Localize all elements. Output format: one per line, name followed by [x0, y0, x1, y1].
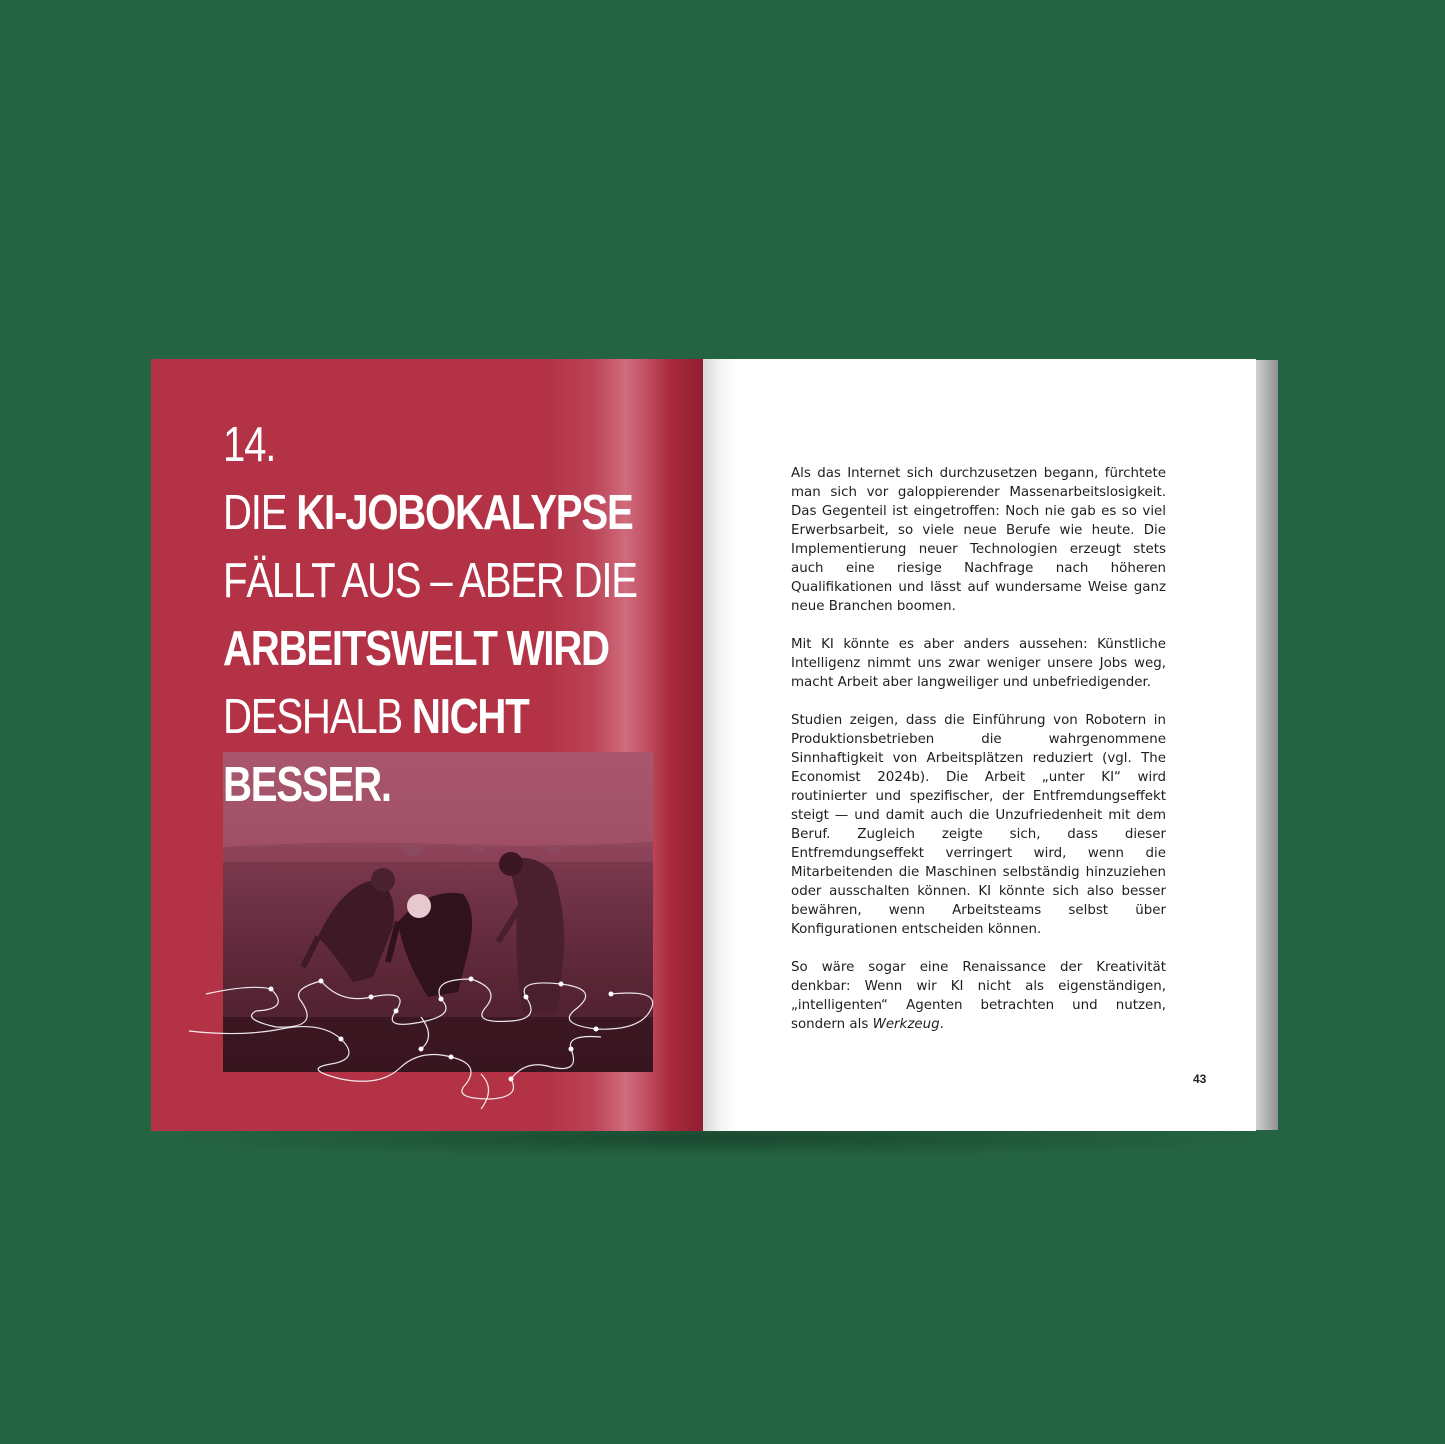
chapter-number: 14. [223, 418, 276, 472]
body-text [791, 464, 1166, 1053]
left-page [151, 359, 703, 1131]
paragraph-1: Als das Internet sich durchzusetzen begann, fürchtete man sich vor galoppierender Massenarbeitslosigkeit. Das Gegenteil ist eingetroffen: Noch nie gab es so viel Erwerbsarbeit, so viele neue Berufe wie heute. Die Implementierung neuer Technologien erzeugt stets auch eine riesige Nachfrage nach höheren Qualifikationen und lässt auf wundersame Weise ganz neue Branchen boomen. [791, 466, 1166, 614]
emphasis-werkzeug: Werkzeug [872, 1017, 940, 1032]
headline-line-1: DIE KI-JOBOKALYPSE [223, 486, 633, 540]
headline-line-4: DESHALB NICHT [223, 690, 529, 744]
paragraph-3: Studien zeigen, dass die Einführung von Robotern in Produktionsbetrieben die wahrgenommene Sinnhaftigkeit von Arbeitsplätzen reduziert (vgl. The Economist 2024b). Die Arbeit „unter KI“ wird routinierter und spezifischer, der Entfremdungseffekt steigt — und damit auch die Unzufriedenheit mit dem Beruf. Zugleich zeigte sich, dass dieser Entfremdungseffekt verringert wird, wenn die Mitarbeitenden die Maschinen selbständig hinzuziehen oder ausschalten können. KI könnte sich also besser bewähren, wenn Arbeitsteams selbst über Konfigurationen entscheiden können. [791, 713, 1166, 937]
page-number: 43 [1193, 1072, 1207, 1086]
headline-line-2: FÄLLT AUS – ABER DIE [223, 554, 637, 608]
headline-line-3: ARBEITSWELT WIRD [223, 622, 609, 676]
doodle-lines [181, 949, 681, 1109]
chapter-headline [223, 411, 637, 819]
paragraph-4: So wäre sogar eine Renaissance der Kreativität denkbar: Wenn wir KI nicht als eigenständigen, „intelligenten“ Agenten betrachten und nutzen, sondern als Werkzeug. [791, 960, 1166, 1032]
right-page [703, 359, 1256, 1131]
paragraph-2: Mit KI könnte es aber anders aussehen: Künstliche Intelligenz nimmt uns zwar weniger unsere Jobs weg, macht Arbeit aber langweiliger und unbefriedigender. [791, 637, 1166, 690]
network-doodle [181, 949, 681, 1109]
headline-line-5: BESSER. [223, 758, 391, 812]
